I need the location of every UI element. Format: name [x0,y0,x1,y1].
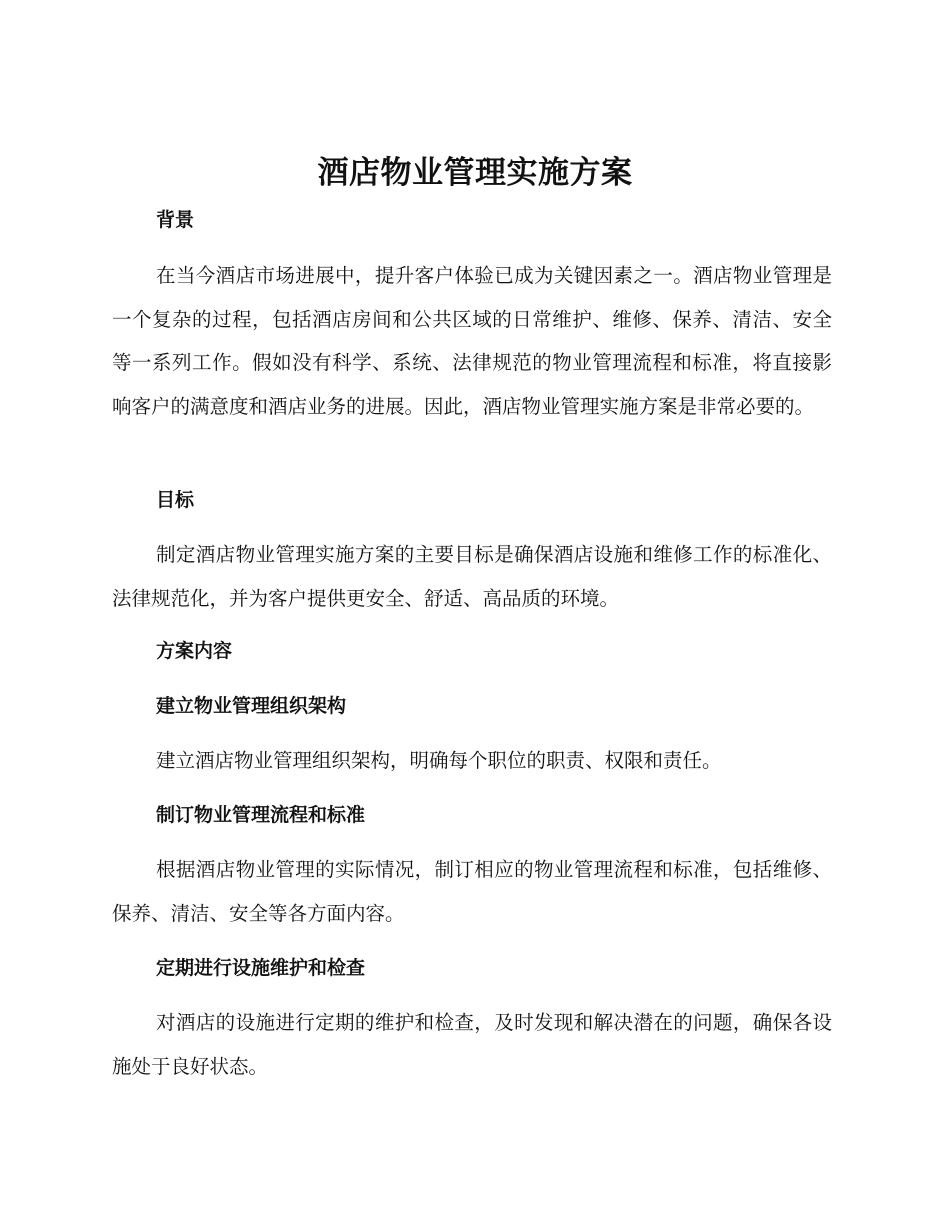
section-paragraph-goal: 制定酒店物业管理实施方案的主要目标是确保酒店设施和维修工作的标准化、法律规范化，并为客户提供更安全、舒适、高品质的环境。 [112,543,832,610]
section-heading-maintenance: 定期进行设施维护和检查 [156,957,366,979]
document-title: 酒店物业管理实施方案 [317,155,633,191]
section-paragraph-background: 在当今酒店市场进展中，提升客户体验已成为关键因素之一。酒店物业管理是一个复杂的过程，包括酒店房间和公共区域的日常维护、维修、保养、清洁、安全等一系列工作。假如没有科学、系统、法律规范的物业管理流程和标准，将直接影响客户的满意度和酒店业务的进展。因此，酒店物业管理实施方案是非常必要的。 [112,264,832,418]
section-paragraph-maintenance: 对酒店的设施进行定期的维护和检查，及时发现和解决潜在的问题，确保各设施处于良好状态。 [112,1011,832,1078]
section-paragraph-process-standards: 根据酒店物业管理的实际情况，制订相应的物业管理流程和标准，包括维修、保养、清洁、安全等各方面内容。 [112,858,832,925]
section-heading-goal: 目标 [156,489,195,511]
section-paragraph-org-structure: 建立酒店物业管理组织架构，明确每个职位的职责、权限和责任。 [156,749,722,772]
section-heading-org-structure: 建立物业管理组织架构 [156,695,347,717]
section-heading-plan-content: 方案内容 [156,640,233,662]
section-heading-background: 背景 [156,209,195,231]
section-heading-process-standards: 制订物业管理流程和标准 [156,804,366,826]
